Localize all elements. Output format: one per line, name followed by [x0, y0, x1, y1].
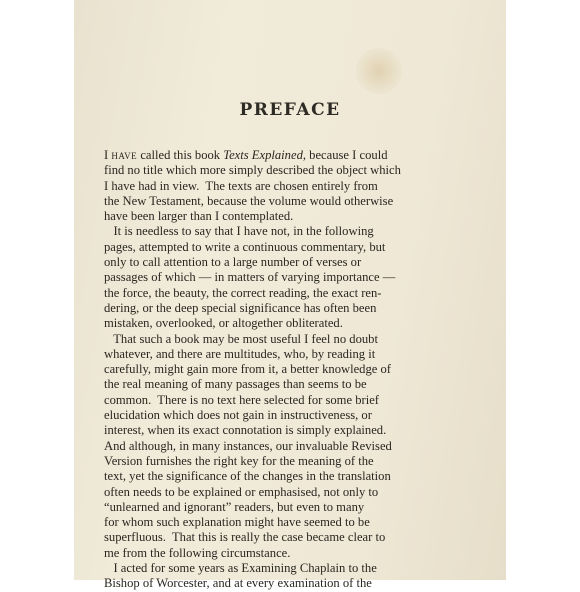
text-line	[104, 347, 509, 362]
text-line	[104, 316, 509, 331]
text-line	[104, 179, 509, 194]
text-segment: , because I could	[302, 148, 388, 162]
text-segment: Version furnishes the right key for the meaning of the	[104, 453, 374, 468]
text-line	[104, 301, 509, 316]
text-segment: elucidation which does not gain in instructiveness, or	[104, 408, 372, 423]
text-line	[104, 194, 509, 209]
text-line	[104, 500, 509, 515]
text-segment: And although, in many instances, our invaluable Revised	[104, 438, 392, 453]
text-segment: only to call attention to a large number of verses or	[104, 255, 362, 270]
book-title-text: Texts Explained	[223, 148, 303, 162]
text-line	[104, 255, 509, 270]
paragraph	[104, 332, 509, 561]
text-segment: pages, attempted to write a continuous commentary, but	[104, 239, 386, 254]
text-segment: I have had in view. The texts are chosen entirely from	[104, 178, 378, 193]
text-segment: for whom such explanation might have seemed to be	[104, 515, 370, 530]
text-segment: find no title which more simply described the object which	[104, 163, 401, 178]
text-segment: the real meaning of many passages than seems to be	[104, 377, 367, 392]
paper-stain	[356, 48, 402, 94]
text-segment: “unlearned and ignorant” readers, but even to many	[104, 499, 365, 514]
text-segment: called this book	[137, 148, 224, 162]
text-segment: common. There is no text here selected for some brief	[104, 392, 379, 407]
text-segment: That such a book may be most useful I feel no doubt	[104, 331, 378, 346]
text-line	[104, 530, 509, 545]
text-segment: often needs to be explained or emphasised, not only to	[104, 484, 379, 499]
text-line	[104, 408, 509, 423]
text-line	[104, 515, 509, 530]
text-line	[104, 439, 509, 454]
text-segment: text, yet the significance of the changes in the translation	[104, 469, 391, 484]
text-line	[104, 240, 509, 255]
book-page	[74, 0, 506, 591]
text-segment: whatever, and there are multitudes, who, by reading it	[104, 346, 376, 361]
text-segment: the force, the beauty, the correct reading, the exact ren-	[104, 285, 382, 300]
text-line	[104, 270, 509, 285]
text-segment: have	[111, 148, 138, 162]
text-segment: superfluous. That this is really the case became clear to	[104, 530, 386, 545]
text-segment: It is needless to say that I have not, in the following	[104, 224, 374, 239]
text-line	[104, 224, 509, 239]
text-segment: Bishop of Worcester, and at every examination of the	[104, 576, 372, 591]
text-segment: I acted for some years as Examining Chaplain to the	[104, 561, 377, 576]
text-line	[104, 561, 509, 576]
page-heading: PREFACE	[239, 100, 341, 120]
text-line	[104, 546, 509, 561]
text-line	[104, 485, 509, 500]
text-segment: the New Testament, because the volume would otherwise	[104, 193, 394, 208]
text-line	[104, 332, 509, 347]
text-line	[104, 286, 509, 301]
text-segment: have been larger than I contemplated.	[104, 209, 294, 224]
text-segment: carefully, might gain more from it, a better knowledge of	[104, 362, 391, 377]
text-segment: I	[104, 148, 112, 162]
text-line	[104, 469, 509, 484]
text-line	[104, 163, 509, 178]
text-line	[104, 454, 509, 469]
text-line	[104, 362, 509, 377]
text-segment: me from the following circumstance.	[104, 545, 291, 560]
text-line	[104, 148, 509, 163]
preface-body	[104, 148, 509, 592]
text-line	[104, 209, 509, 224]
text-segment: dering, or the deep special significance has often been	[104, 300, 377, 315]
text-line	[104, 423, 509, 438]
paragraph	[104, 561, 509, 592]
text-line	[104, 576, 509, 591]
text-line	[104, 393, 509, 408]
paragraph	[104, 224, 509, 331]
paragraph	[104, 148, 509, 224]
text-segment: interest, when its exact connotation is simply explained.	[104, 423, 387, 438]
text-segment: mistaken, overlooked, or altogether obliterated.	[104, 316, 343, 331]
text-segment: passages of which — in matters of varying importance —	[104, 270, 396, 285]
text-line	[104, 377, 509, 392]
